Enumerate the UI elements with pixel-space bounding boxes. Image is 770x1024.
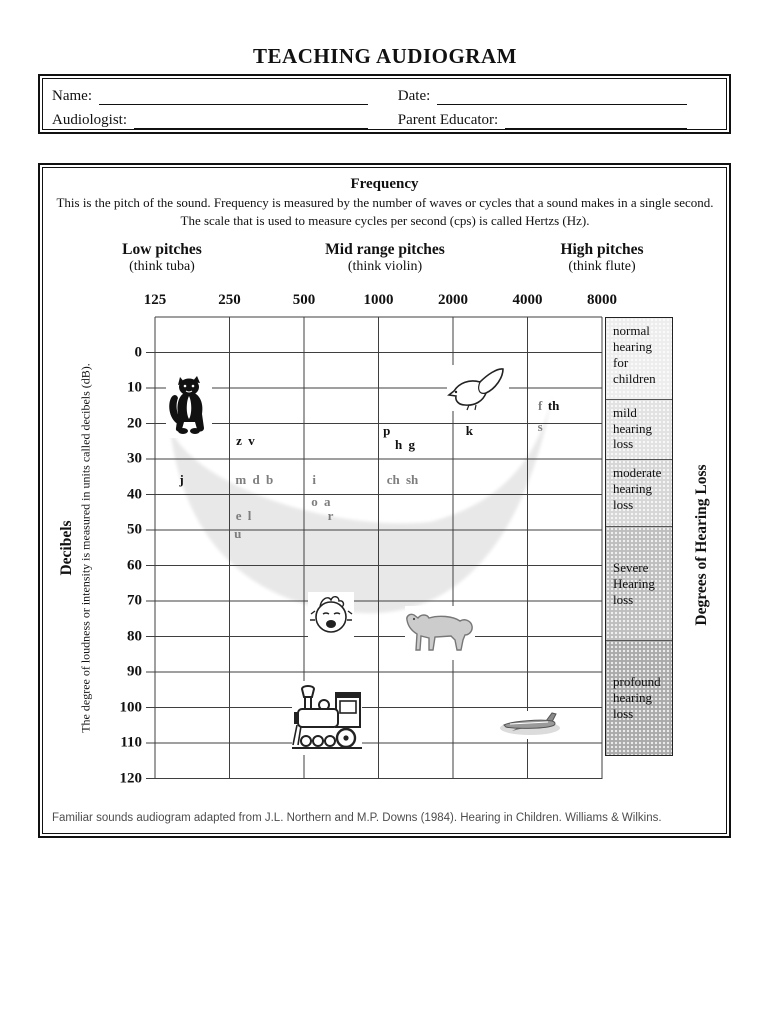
speech-sound-i: i — [312, 472, 317, 488]
date-blank-line[interactable] — [437, 90, 687, 105]
audiogram-plot — [155, 317, 602, 779]
parent-educator-field — [398, 112, 717, 129]
low-pitches-sub: (think tuba) — [129, 259, 195, 274]
date-label: Date: — [397, 88, 431, 104]
dog-image — [405, 606, 475, 660]
speech-sound-u: u — [234, 525, 242, 541]
speech-sound-r: r — [327, 507, 334, 523]
high-pitches-sub: (think flute) — [568, 259, 636, 274]
speech-sound-z-v: z v — [236, 433, 255, 449]
audiologist-blank-line[interactable] — [134, 114, 368, 129]
speech-sound-th: th — [547, 397, 560, 413]
audiologist-field — [52, 112, 398, 129]
decibel-tick-label-120: 120 — [119, 770, 142, 786]
name-label: Name: — [52, 88, 92, 104]
high-pitches-label: High pitches — [560, 241, 644, 258]
hearing-loss-band-2: mild hearing loss — [606, 400, 672, 460]
frequency-tick-label-1000: 1000 — [363, 292, 394, 308]
train-image — [292, 681, 362, 755]
audiologist-label: Audiologist: — [52, 112, 128, 128]
page-title: TEACHING AUDIOGRAM — [253, 44, 517, 68]
decibel-tick-label-50: 50 — [127, 521, 142, 538]
hearing-loss-band-1: normal hearing for children — [606, 318, 672, 400]
decibel-tick-label-70: 70 — [127, 592, 142, 609]
degrees-of-hearing-loss-title: Degrees of Hearing Loss — [693, 464, 710, 626]
speech-sound-o-a: o a — [311, 493, 331, 509]
crying-baby-image — [308, 592, 354, 638]
decibel-tick-label-100: 100 — [119, 699, 142, 715]
decibels-axis-title: Decibels — [58, 520, 75, 576]
decibel-tick-label-20: 20 — [127, 415, 142, 431]
cat-image — [166, 374, 212, 438]
low-pitches-header — [122, 241, 202, 275]
patient-info-form — [52, 81, 717, 127]
bird-image — [447, 365, 509, 411]
speech-sound-j: j — [179, 472, 184, 488]
low-pitches-label: Low pitches — [122, 241, 202, 258]
speech-sound-s: s — [537, 419, 543, 435]
decibel-tick-label-110: 110 — [120, 734, 142, 751]
audiogram-grid — [155, 317, 602, 779]
frequency-tick-label-4000: 4000 — [512, 292, 543, 308]
frequency-tick-label-250: 250 — [218, 292, 241, 308]
frequency-heading: Frequency — [350, 176, 419, 192]
date-field — [398, 88, 717, 105]
hearing-loss-band-5: profound hearing loss — [606, 641, 672, 755]
citation-text: Familiar sounds audiogram adapted from J.L. Northern and M.P. Downs (1984). Hearing in Children. Williams & Wilkins. — [52, 812, 662, 824]
airplane-image — [498, 711, 562, 739]
mid-pitches-label: Mid range pitches — [325, 241, 445, 258]
high-pitches-header — [560, 241, 643, 275]
decibels-axis-description: The degree of loudness or intensity is measured in units called decibels (dB). — [78, 363, 93, 733]
frequency-tick-label-8000: 8000 — [587, 292, 617, 308]
decibel-tick-label-40: 40 — [127, 486, 142, 502]
decibel-tick-label-10: 10 — [127, 379, 142, 396]
decibel-tick-label-0: 0 — [134, 344, 142, 360]
speech-sound-e-l: e l — [235, 507, 252, 523]
decibel-tick-label-90: 90 — [127, 663, 142, 680]
mid-pitches-header — [325, 241, 445, 275]
frequency-tick-label-2000: 2000 — [438, 292, 468, 308]
name-field — [52, 88, 398, 105]
speech-banana — [170, 392, 553, 613]
frequency-description: This is the pitch of the sound. Frequency is measured by the number of waves or cycles that a sound makes in a single second. The scale that is used to measure cycles per second (cps) is called Hertzs (Hz). — [56, 195, 714, 228]
decibel-tick-label-60: 60 — [127, 557, 142, 573]
hearing-loss-band-3: moderate hearing loss — [606, 460, 672, 527]
speech-sound-k: k — [465, 422, 474, 438]
speech-sound-f: f — [537, 397, 543, 413]
speech-sound-m-d-b: m d b — [235, 472, 274, 488]
parent-educator-blank-line[interactable] — [505, 114, 687, 129]
patient-info-box — [38, 74, 731, 134]
speech-sound-p: p — [383, 422, 391, 438]
decibel-tick-label-80: 80 — [127, 628, 142, 644]
mid-pitches-sub: (think violin) — [347, 259, 423, 274]
frequency-tick-label-500: 500 — [292, 292, 316, 308]
frequency-tick-label-125: 125 — [143, 292, 167, 308]
speech-sound-ch-sh: ch sh — [386, 472, 419, 488]
hearing-loss-band-4: Severe Hearing loss — [606, 527, 672, 641]
speech-sound-h-g: h g — [395, 436, 416, 452]
name-blank-line[interactable] — [99, 90, 368, 105]
hearing-loss-band-column — [605, 317, 673, 756]
decibel-tick-label-30: 30 — [127, 450, 142, 467]
parent-educator-label: Parent Educator: — [397, 112, 499, 128]
